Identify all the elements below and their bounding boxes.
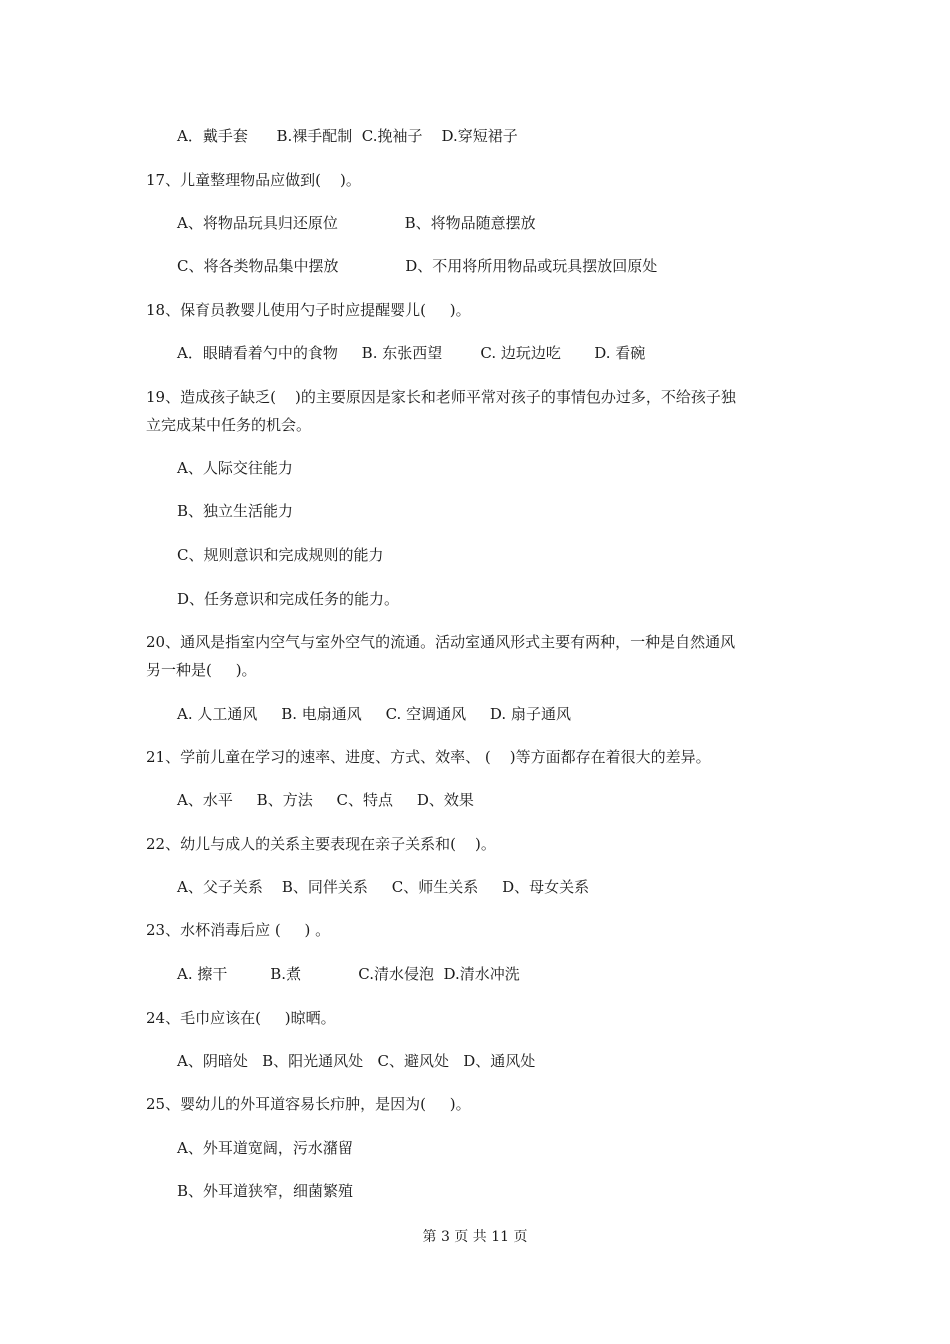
question-22: 22、幼儿与成人的关系主要表现在亲子关系和( )。 [146, 835, 496, 853]
option-line: A、父子关系 B、同伴关系 C、师生关系 D、母女关系 [177, 878, 590, 896]
option-line: A. 擦干 B.煮 C.清水侵泡 D.清水冲洗 [177, 965, 520, 983]
question-17: 17、儿童整理物品应做到( )。 [146, 171, 361, 189]
question-19-continuation: 立完成某中任务的机会。 [146, 416, 312, 434]
question-23: 23、水杯消毒后应 ( ) 。 [146, 921, 331, 939]
question-18: 18、保育员教婴儿使用勺子时应提醒婴儿( )。 [146, 301, 471, 319]
option-line: A、水平 B、方法 C、特点 D、效果 [177, 791, 474, 809]
option-line: A、人际交往能力 [177, 459, 293, 477]
option-line: A、阴暗处 B、阳光通风处 C、避风处 D、通风处 [177, 1052, 536, 1070]
question-19: 19、造成孩子缺乏( )的主要原因是家长和老师平常对孩子的事情包办过多，不给孩子独 [146, 388, 736, 406]
option-line: B、独立生活能力 [177, 502, 294, 520]
question-21: 21、学前儿童在学习的速率、进度、方式、效率、 ( )等方面都存在着很大的差异。 [146, 748, 711, 766]
page-footer: 第 3 页 共 11 页 [422, 1229, 528, 1245]
option-line: A．眼睛看着勺中的食物 B. 东张西望 C. 边玩边吃 D. 看碗 [177, 344, 646, 362]
option-line: B、外耳道狭窄，细菌繁殖 [177, 1182, 354, 1200]
question-20: 20、通风是指室内空气与室外空气的流通。活动室通风形式主要有两种，一种是自然通风 [146, 633, 736, 651]
question-25: 25、婴幼儿的外耳道容易长疖肿，是因为( )。 [146, 1095, 471, 1113]
option-line: C、规则意识和完成规则的能力 [177, 546, 384, 564]
option-line: C、将各类物品集中摆放 D、不用将所用物品或玩具摆放回原处 [177, 257, 658, 275]
option-line: A. 人工通风 B. 电扇通风 C. 空调通风 D. 扇子通风 [177, 705, 571, 723]
option-line: A、将物品玩具归还原位 B、将物品随意摆放 [177, 214, 536, 232]
question-20-continuation: 另一种是( )。 [146, 661, 257, 679]
option-line: A．戴手套 B.裸手配制 C.挽袖子 D.穿短裙子 [177, 127, 518, 145]
option-line: D、任务意识和完成任务的能力。 [177, 590, 400, 608]
question-24: 24、毛巾应该在( )晾晒。 [146, 1009, 336, 1027]
option-line: A、外耳道宽阔，污水潴留 [177, 1139, 353, 1157]
